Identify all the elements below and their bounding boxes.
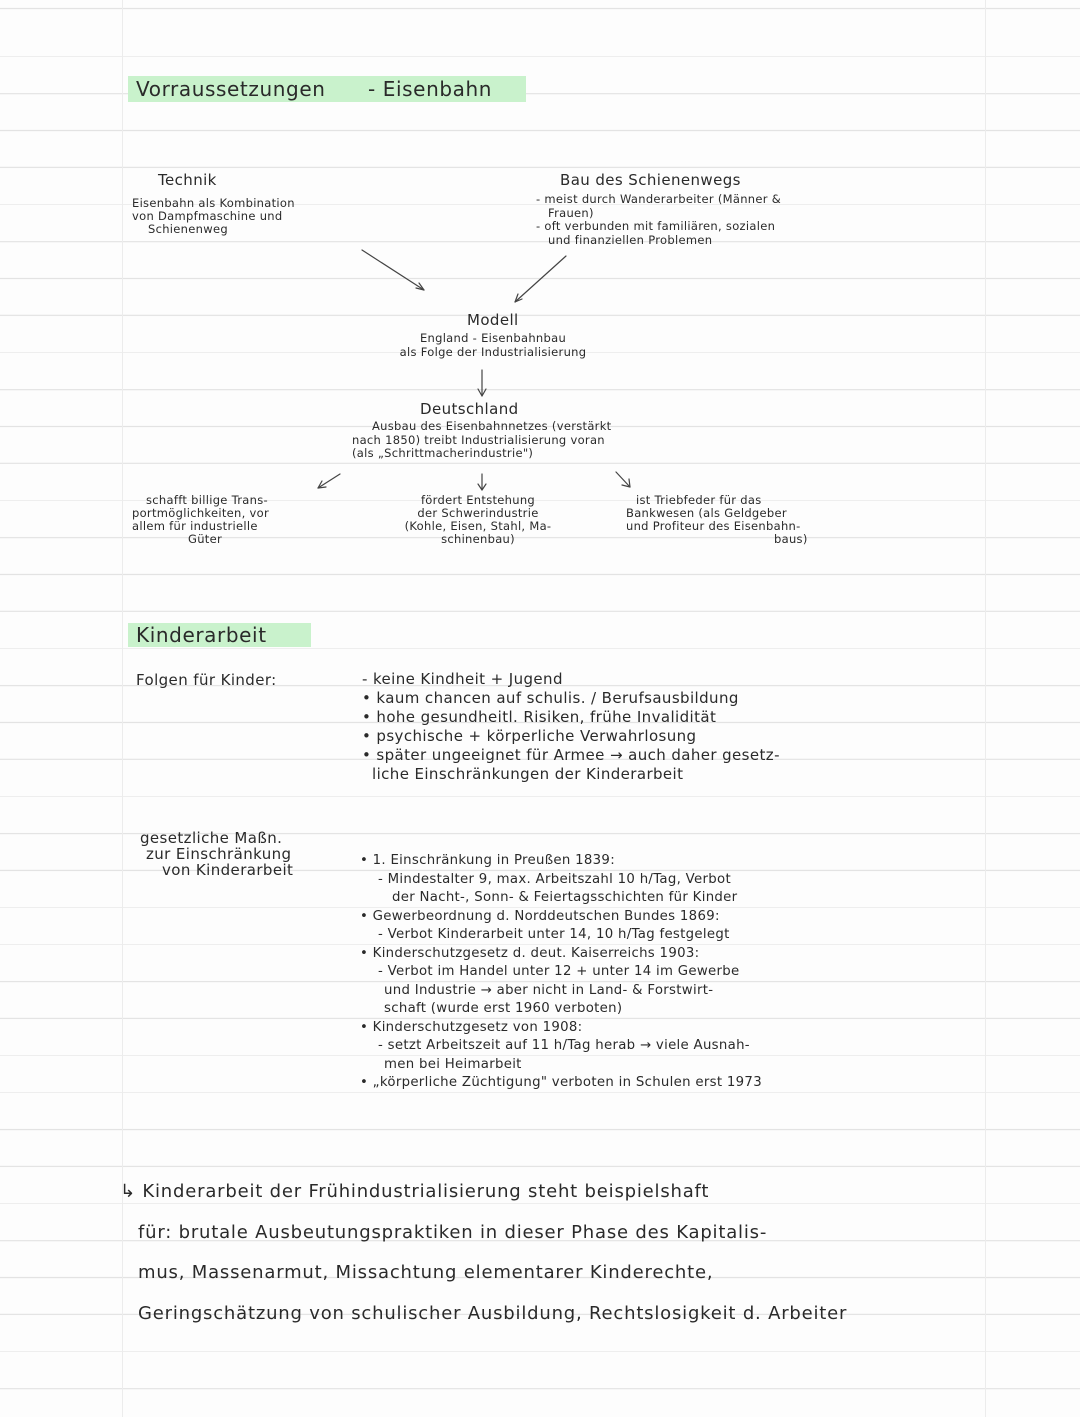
arrow-bau-to-modell — [515, 256, 566, 302]
arrow-technik-to-modell — [362, 250, 424, 290]
arrow-head — [318, 481, 326, 488]
technik-heading: Technik — [158, 171, 217, 189]
deutschland-heading: Deutschland — [420, 400, 519, 418]
effect-bankwesen: ist Triebfeder für das Bankwesen (als Geldgeber und Profiteur des Eisenbahn- baus) — [626, 493, 808, 546]
section-title-vorraussetzungen: Vorraussetzungen — [136, 77, 326, 101]
modell-heading: Modell — [467, 311, 519, 329]
folgen-label: Folgen für Kinder: — [136, 671, 277, 689]
effect-schwerindustrie: fördert Entstehung der Schwerindustrie (Kohle, Eisen, Stahl, Ma- schinenbau) — [404, 493, 552, 546]
section-title-kinderarbeit: Kinderarbeit — [136, 623, 267, 647]
arrow-to-transport — [318, 474, 340, 488]
section-subtitle-eisenbahn: - Eisenbahn — [368, 77, 493, 101]
bau-heading: Bau des Schienenwegs — [560, 171, 741, 189]
arrow-head — [416, 283, 424, 290]
bau-text: - meist durch Wanderarbeiter (Männer & Frauen) - oft verbunden mit familiären, sozialen und finanziellen Problemen — [536, 192, 782, 247]
arrow-head — [515, 294, 522, 302]
massnahmen-label: gesetzliche Maßn. zur Einschränkung von Kinderarbeit — [140, 829, 294, 879]
conclusion-text: ↳ Kinderarbeit der Frühindustrialisierung steht beispielshaft für: brutale Ausbeutungspraktiken in dieser Phase des Kapitalis- mus, Massenarmut, Missachtung elementarer Kinderechte, Geringschätzung von schulischer Ausbildung, Rechtslosigkeit d. Arbeiter — [120, 1181, 848, 1324]
effect-transport: schafft billige Trans- portmöglichkeiten, vor allem für industrielle Güter — [132, 493, 269, 546]
modell-text: England - Eisenbahnbau als Folge der Industrialisierung — [399, 331, 587, 359]
massnahmen-list: • 1. Einschränkung in Preußen 1839: - Mindestalter 9, max. Arbeitszahl 10 h/Tag, Verbot der Nacht-, Sonn- & Feiertagsschichten für Kinder • Gewerbeordnung d. Norddeutschen Bundes 1869: - Verbot Kinderarbeit unter 14, 10 h/Tag festgelegt • Kinderschutzgesetz d. deut. Kaiserreichs 1903: - Verbot im Handel unter 12 + unter 14 im Gewerbe und Industrie → aber nicht in Land- & Forstwirt- schaft (wurde erst 1960 verboten) • Kinderschutzgesetz von 1908: - setzt Arbeitszeit auf 11 h/Tag herab → viele Ausnah- men bei Heimarbeit • „körperliche Züchtigung" verboten in Schulen erst 1973 — [360, 853, 762, 1090]
technik-text: Eisenbahn als Kombination von Dampfmaschine und Schienenweg — [132, 196, 295, 236]
deutschland-text: Ausbau des Eisenbahnnetzes (verstärkt nach 1850) treibt Industrialisierung voran (als „Schrittmacherindustrie") — [352, 419, 612, 460]
folgen-list: - keine Kindheit + Jugend • kaum chancen auf schulis. / Berufsausbildung • hohe gesundheitl. Risiken, frühe Invalidität • psychische + körperliche Verwahrlosung • später ungeeignet für Armee → auch daher gesetz- liche Einschränkungen der Kinderarbeit — [362, 670, 780, 783]
